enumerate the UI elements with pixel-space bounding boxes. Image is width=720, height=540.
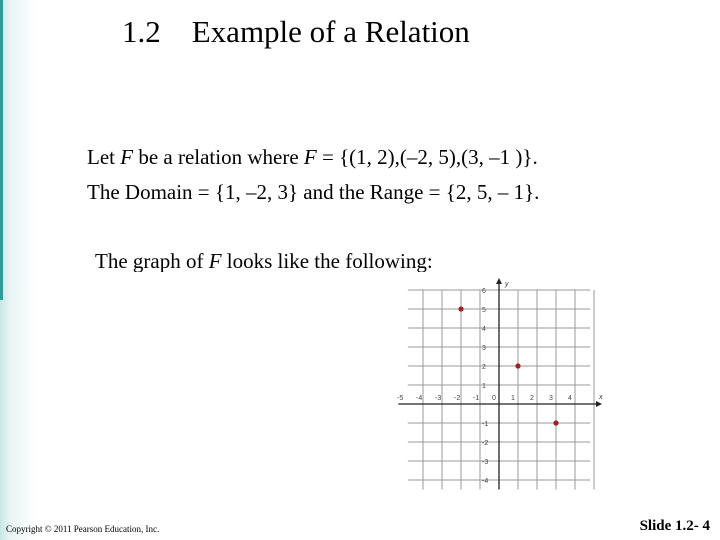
y-tick-label: 1 [482, 383, 486, 390]
slide-number: Slide 1.2- 4 [639, 518, 710, 534]
data-point [515, 363, 520, 368]
text-run: = {(1, 2),(–2, 5),(3, –1 )}. [316, 145, 538, 169]
relation-symbol: F [303, 145, 317, 169]
x-tick-label: -3 [435, 395, 442, 402]
side-accent-line [0, 0, 3, 300]
data-point [458, 306, 463, 311]
text-run: looks like the following: [221, 249, 433, 272]
y-axis-label: y [505, 281, 509, 288]
y-tick-label: -1 [482, 421, 489, 428]
x-tick-label: 2 [530, 395, 534, 402]
x-tick-label: -4 [416, 395, 423, 402]
x-axis-arrow [596, 401, 602, 407]
x-tick-label: 1 [511, 395, 515, 402]
relation-symbol: F [208, 249, 222, 272]
side-decoration [0, 0, 38, 540]
slide-title: 1.2 Example of a Relation [122, 14, 470, 49]
y-tick-label: 5 [482, 307, 486, 314]
copyright-notice: Copyright © 2011 Pearson Education, Inc. [6, 524, 160, 534]
x-tick-label: 3 [549, 395, 553, 402]
y-tick-label: -4 [482, 478, 489, 485]
y-tick-label: 2 [482, 364, 486, 371]
x-tick-label: 0 [492, 395, 496, 402]
coordinate-graph [390, 278, 610, 490]
y-tick-label: 4 [482, 326, 486, 333]
text-run: be a relation where [133, 145, 304, 169]
y-tick-label: -2 [482, 440, 489, 447]
y-tick-label: 6 [482, 288, 486, 295]
text-run: The graph of [95, 249, 209, 272]
y-tick-label: 3 [482, 345, 486, 352]
x-tick-label: -1 [473, 395, 480, 402]
domain-range-statement: The Domain = {1, –2, 3} and the Range = {2, 5, – 1}. [87, 180, 540, 204]
relation-symbol: F [120, 145, 134, 169]
text-run: Let [87, 145, 121, 169]
x-tick-label: -2 [454, 395, 461, 402]
x-tick-label: -5 [397, 395, 404, 402]
x-tick-label: 4 [568, 395, 572, 402]
x-axis-label: x [599, 394, 603, 401]
relation-definition [87, 145, 538, 170]
y-axis-arrow [496, 278, 502, 284]
y-tick-label: -3 [482, 459, 489, 466]
graph-svg [390, 278, 610, 490]
graph-intro [95, 249, 433, 272]
data-point [553, 420, 558, 425]
